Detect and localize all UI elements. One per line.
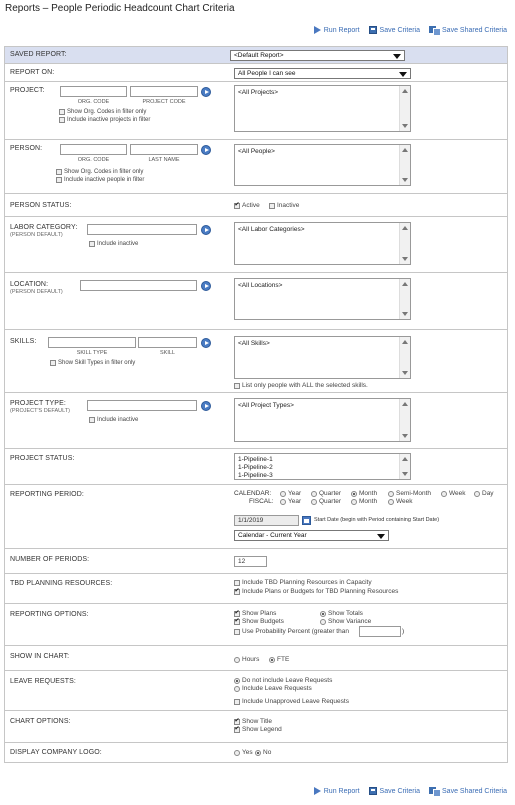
person-status-row [4, 194, 508, 217]
project-type-input[interactable] [87, 400, 197, 411]
use-probability-option[interactable]: Use Probability Percent (greater than [234, 628, 349, 635]
skills-row [4, 330, 508, 393]
leave-requests-row [4, 671, 508, 711]
checkbox[interactable] [89, 241, 95, 247]
chevron-down-icon [399, 72, 407, 77]
person-last-name-input[interactable] [130, 144, 198, 155]
report-on-select[interactable]: All People I can see [234, 68, 411, 79]
saved-report-row [4, 47, 508, 64]
labor-category-search-button[interactable] [201, 225, 211, 235]
checkbox[interactable] [59, 109, 65, 115]
skill-input[interactable] [138, 337, 197, 348]
radio[interactable] [388, 499, 394, 505]
scroll-down-icon [402, 178, 408, 182]
leave-unapproved-option[interactable]: Include Unapproved Leave Requests [234, 698, 349, 705]
checkbox[interactable] [56, 169, 62, 175]
location-listbox[interactable]: <All Locations> [234, 278, 411, 320]
reporting-options-label: REPORTING OPTIONS: [10, 611, 89, 618]
scrollbar[interactable] [399, 145, 410, 185]
calendar-month-option[interactable]: Month [351, 490, 377, 497]
report-on-row [4, 64, 508, 82]
reporting-period-label: REPORTING PERIOD: [10, 491, 84, 498]
scrollbar[interactable] [399, 279, 410, 319]
skill-type-input[interactable] [48, 337, 136, 348]
bottom-toolbar [314, 787, 507, 795]
calendar-quarter-option[interactable]: Quarter [311, 490, 341, 497]
start-date-note: Start Date (begin with Period containing Start Date) [314, 517, 440, 523]
reporting-options-row [4, 604, 508, 646]
scroll-up-icon [402, 89, 408, 93]
person-last-name-caption: LAST NAME [148, 157, 180, 163]
number-of-periods-label: NUMBER OF PERIODS: [10, 556, 90, 563]
checkbox[interactable] [234, 629, 240, 635]
project-row [4, 82, 508, 140]
scroll-up-icon [402, 282, 408, 286]
logo-yes-option[interactable]: Yes [234, 749, 253, 756]
fiscal-year-option[interactable]: Year [280, 498, 301, 505]
project-type-label: PROJECT TYPE: [10, 400, 66, 407]
calendar-day-option[interactable]: Day [474, 490, 494, 497]
project-show-org-option[interactable]: Show Org. Codes in filter only [59, 109, 146, 115]
checkbox[interactable] [234, 589, 240, 595]
location-search-button[interactable] [201, 281, 211, 291]
radio[interactable] [320, 611, 326, 617]
scrollbar[interactable] [399, 399, 410, 441]
project-label: PROJECT: [10, 87, 45, 94]
person-include-inactive-option[interactable]: Include inactive people in filter [56, 177, 144, 183]
chart-options-row [4, 711, 508, 743]
show-in-chart-label: SHOW IN CHART: [10, 653, 70, 660]
reporting-period-row [4, 485, 508, 549]
tbd-row [4, 574, 508, 604]
labor-category-listbox[interactable]: <All Labor Categories> [234, 222, 411, 265]
list-item[interactable]: 1-Pipeline-2 [238, 464, 273, 471]
skills-listbox[interactable]: <All Skills> [234, 336, 411, 379]
save-shared-criteria-button[interactable]: Save Shared Criteria [429, 26, 507, 34]
chevron-down-icon [393, 54, 401, 59]
radio[interactable] [474, 491, 480, 497]
skill-caption: SKILL [160, 350, 175, 356]
status-active-option[interactable]: ✔ Active [234, 202, 260, 209]
scroll-down-icon [402, 371, 408, 375]
person-show-org-option[interactable]: Show Org. Codes in filter only [56, 169, 143, 175]
show-in-chart-row [4, 646, 508, 671]
run-icon [314, 26, 321, 34]
chart-options-label: CHART OPTIONS: [10, 718, 71, 725]
number-of-periods-input[interactable]: 12 [234, 556, 267, 567]
calendar-icon[interactable] [302, 516, 311, 525]
radio[interactable] [269, 657, 275, 663]
radio[interactable] [441, 491, 447, 497]
run-icon [314, 787, 321, 795]
all-skills-option[interactable]: List only people with ALL the selected skills. [234, 382, 368, 389]
show-totals-option[interactable]: Show Totals [320, 610, 363, 617]
show-budgets-option[interactable]: ✔ Show Budgets [234, 618, 284, 625]
project-type-sub: (PROJECT'S DEFAULT) [10, 408, 70, 414]
labor-category-input[interactable] [87, 224, 197, 235]
calendar-week-option[interactable]: Week [441, 490, 466, 497]
scroll-down-icon [402, 434, 408, 438]
save-shared-criteria-button-bottom[interactable]: Save Shared Criteria [429, 787, 507, 795]
person-label: PERSON: [10, 145, 43, 152]
checkbox[interactable] [234, 580, 240, 586]
radio[interactable] [311, 491, 317, 497]
checkbox[interactable] [234, 203, 240, 209]
save-icon [369, 26, 377, 34]
hours-option[interactable]: Hours [234, 656, 259, 663]
tbd-label: TBD PLANNING RESOURCES: [10, 580, 113, 587]
checkbox[interactable] [56, 177, 62, 183]
person-search-button[interactable] [201, 145, 211, 155]
scroll-down-icon [402, 124, 408, 128]
labor-category-label: LABOR CATEGORY: [10, 224, 78, 231]
radio[interactable] [280, 491, 286, 497]
checkbox[interactable] [269, 203, 275, 209]
checkbox[interactable] [234, 699, 240, 705]
scroll-up-icon [402, 402, 408, 406]
location-input[interactable] [80, 280, 197, 291]
top-toolbar [314, 26, 507, 34]
criteria-form [4, 46, 508, 763]
project-listbox[interactable]: <All Projects> [234, 85, 411, 132]
radio[interactable] [234, 678, 240, 684]
save-criteria-button-bottom[interactable]: Save Criteria [369, 787, 420, 795]
list-item[interactable]: 1-Pipeline-3 [238, 472, 273, 479]
person-status-label: PERSON STATUS: [10, 202, 72, 209]
fte-option[interactable]: FTE [269, 656, 289, 663]
scrollbar[interactable] [399, 86, 410, 131]
radio[interactable] [255, 750, 261, 756]
scrollbar[interactable] [399, 454, 410, 479]
shared-save-icon [429, 787, 439, 795]
saved-report-label: SAVED REPORT: [10, 51, 67, 58]
project-status-row [4, 449, 508, 485]
status-inactive-option[interactable]: Inactive [269, 202, 299, 209]
location-label: LOCATION: [10, 281, 49, 288]
tbd-plans-option[interactable]: ✔ Include Plans or Budgets for TBD Planning Resources [234, 588, 398, 595]
project-org-code-input[interactable] [60, 86, 127, 97]
scroll-up-icon [402, 457, 408, 461]
project-type-search-button[interactable] [201, 401, 211, 411]
checkbox[interactable] [234, 619, 240, 625]
probability-input[interactable] [359, 626, 401, 637]
project-type-listbox[interactable]: <All Project Types> [234, 398, 411, 442]
labor-include-inactive-option[interactable]: Include inactive [89, 241, 138, 247]
shared-save-icon [429, 26, 439, 34]
show-skill-types-option[interactable]: Show Skill Types in filter only [50, 360, 135, 366]
save-icon [369, 787, 377, 795]
radio[interactable] [280, 499, 286, 505]
radio[interactable] [311, 499, 317, 505]
checkbox[interactable] [50, 360, 56, 366]
project-status-label: PROJECT STATUS: [10, 455, 75, 462]
person-row [4, 140, 508, 194]
radio[interactable] [234, 657, 240, 663]
scroll-up-icon [402, 226, 408, 230]
checkbox[interactable] [89, 417, 95, 423]
company-logo-label: DISPLAY COMPANY LOGO: [10, 749, 102, 756]
project-type-row [4, 393, 508, 449]
leave-include-option[interactable]: Include Leave Requests [234, 685, 312, 692]
scroll-down-icon [402, 312, 408, 316]
show-plans-option[interactable]: ✔ Show Plans [234, 610, 276, 617]
skill-type-caption: SKILL TYPE [76, 350, 108, 356]
scrollbar[interactable] [399, 223, 410, 264]
run-report-button[interactable]: Run Report [314, 26, 360, 34]
person-listbox[interactable]: <All People> [234, 144, 411, 186]
radio[interactable] [234, 686, 240, 692]
saved-report-select[interactable]: <Default Report> [230, 50, 405, 61]
show-title-option[interactable]: ✔ Show Title [234, 718, 272, 725]
radio[interactable] [388, 491, 394, 497]
calendar-year-option[interactable]: Year [280, 490, 301, 497]
fiscal-label: FISCAL: [249, 498, 274, 505]
chevron-down-icon [377, 534, 385, 539]
page-title: Reports – People Periodic Headcount Chart Criteria [5, 3, 235, 14]
save-criteria-button[interactable]: Save Criteria [369, 26, 420, 34]
logo-no-option[interactable]: No [255, 749, 271, 756]
show-legend-option[interactable]: ✔ Show Legend [234, 726, 282, 733]
company-logo-row [4, 743, 508, 763]
skills-search-button[interactable] [201, 338, 211, 348]
leave-requests-label: LEAVE REQUESTS: [10, 678, 76, 685]
fiscal-week-option[interactable]: Week [388, 498, 413, 505]
show-variance-option[interactable]: Show Variance [320, 618, 371, 625]
scroll-up-icon [402, 340, 408, 344]
skills-label: SKILLS: [10, 338, 37, 345]
report-on-label: REPORT ON: [10, 69, 55, 76]
calendar-label: CALENDAR: [234, 490, 272, 497]
radio[interactable] [351, 499, 357, 505]
scroll-down-icon [402, 472, 408, 476]
fiscal-month-option[interactable]: Month [351, 498, 377, 505]
checkbox[interactable] [59, 117, 65, 123]
period-select[interactable]: Calendar - Current Year [234, 530, 389, 541]
scroll-down-icon [402, 257, 408, 261]
number-of-periods-row [4, 549, 508, 574]
leave-none-option[interactable]: Do not include Leave Requests [234, 677, 332, 684]
scrollbar[interactable] [399, 337, 410, 378]
project-type-include-inactive-option[interactable]: Include inactive [89, 417, 138, 423]
project-status-listbox[interactable] [234, 453, 411, 480]
checkbox[interactable] [234, 383, 240, 389]
person-org-code-caption: ORG. CODE [77, 157, 110, 163]
radio[interactable] [351, 491, 357, 497]
start-date-input[interactable]: 1/1/2019 [234, 515, 299, 526]
person-org-code-input[interactable] [60, 144, 127, 155]
labor-category-sub: (PERSON DEFAULT) [10, 232, 63, 238]
project-search-button[interactable] [201, 87, 211, 97]
list-item[interactable]: 1-Pipeline-1 [238, 456, 273, 463]
project-code-input[interactable] [130, 86, 198, 97]
location-sub: (PERSON DEFAULT) [10, 289, 63, 295]
checkbox[interactable] [234, 727, 240, 733]
project-code-caption: PROJECT CODE [142, 99, 186, 105]
fiscal-quarter-option[interactable]: Quarter [311, 498, 341, 505]
location-row [4, 273, 508, 330]
tbd-capacity-option[interactable]: Include TBD Planning Resources in Capacity [234, 579, 372, 586]
project-include-inactive-option[interactable]: Include inactive projects in filter [59, 117, 150, 123]
calendar-semimonth-option[interactable]: Semi-Month [388, 490, 431, 497]
labor-category-row [4, 217, 508, 273]
project-org-code-caption: ORG. CODE [77, 99, 110, 105]
close-paren: ) [402, 628, 405, 635]
radio[interactable] [320, 619, 326, 625]
scroll-up-icon [402, 148, 408, 152]
run-report-button-bottom[interactable]: Run Report [314, 787, 360, 795]
radio[interactable] [234, 750, 240, 756]
